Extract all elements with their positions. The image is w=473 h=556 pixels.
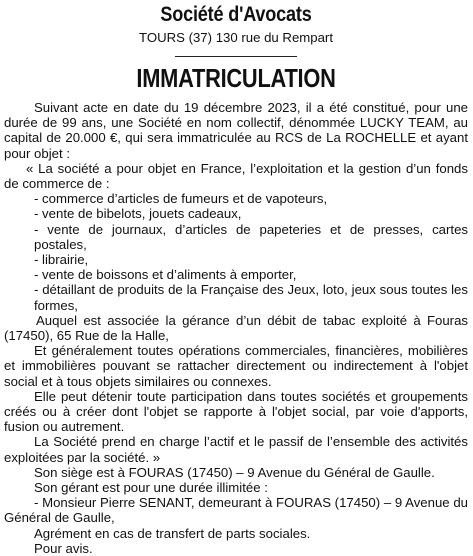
firm-name: Société d'Avocats [160, 3, 312, 26]
notice-title: IMMATRICULATION [136, 63, 336, 93]
paragraph-operations: Et généralement toutes opérations commerciales, financières, mobilières et immobilières pouvant se rattacher directement ou indirectement à l'objet social et à tous objets similaires ou connexes. [4, 343, 468, 389]
paragraph-gerant: - Monsieur Pierre SENANT, demeurant à FOURAS (17450) – 9 Avenue du Général de Gaulle, [4, 495, 468, 526]
paragraph-actif-passif: La Société prend en charge l’actif et le passif de l’ensemble des activités exploitées par la société. » [4, 434, 468, 465]
divider [175, 56, 297, 57]
paragraph-constitution: Suivant acte en date du 19 décembre 2023, il a été constitué, pour une durée de 99 ans, une Société en nom collectif, dénommée LUCKY TEAM, au capital de 20.000 €, qui sera immatriculée au RCS de La ROCHELLE et ayant pour objet : [4, 100, 468, 161]
paragraph-siege: Son siège est à FOURAS (17450) – 9 Avenue du Général de Gaulle. [34, 464, 435, 480]
paragraph-gerant-intro: Son gérant est pour une durée illimitée : [34, 480, 268, 496]
paragraph-agrement: Agrément en cas de transfert de parts sociales. [34, 525, 311, 541]
list-item: - vente de boissons et d’aliments à emporter, [34, 267, 297, 283]
list-item: - commerce d’articles de fumeurs et de vapoteurs, [34, 191, 328, 207]
firm-address: TOURS (37) 130 rue du Rempart [139, 30, 333, 45]
list-item: - librairie, [34, 252, 89, 268]
list-item: - vente de bibelots, jouets cadeaux, [34, 206, 242, 222]
list-item: - vente de journaux, d’articles de papeteries et de presses, cartes postales, [34, 221, 468, 252]
paragraph-object-intro: « La société a pour objet en France, l’exploitation et la gestion d’un fonds de commerce de : [4, 160, 468, 192]
paragraph-pour-avis: Pour avis. [34, 540, 93, 556]
paragraph-participations: Elle peut détenir toute participation dans toutes sociétés et groupements créés ou à créer dont l'objet se rapporte à l'objet social, par voie d'apports, fusion ou autrement. [4, 388, 468, 435]
list-item: - détaillant de produits de la Française des Jeux, loto, jeux sous toutes les formes, [34, 282, 468, 313]
paragraph-tabac: Auquel est associée la gérance d’un débit de tabac exploité à Fouras (17450), 65 Rue de la Halle, [4, 312, 468, 344]
